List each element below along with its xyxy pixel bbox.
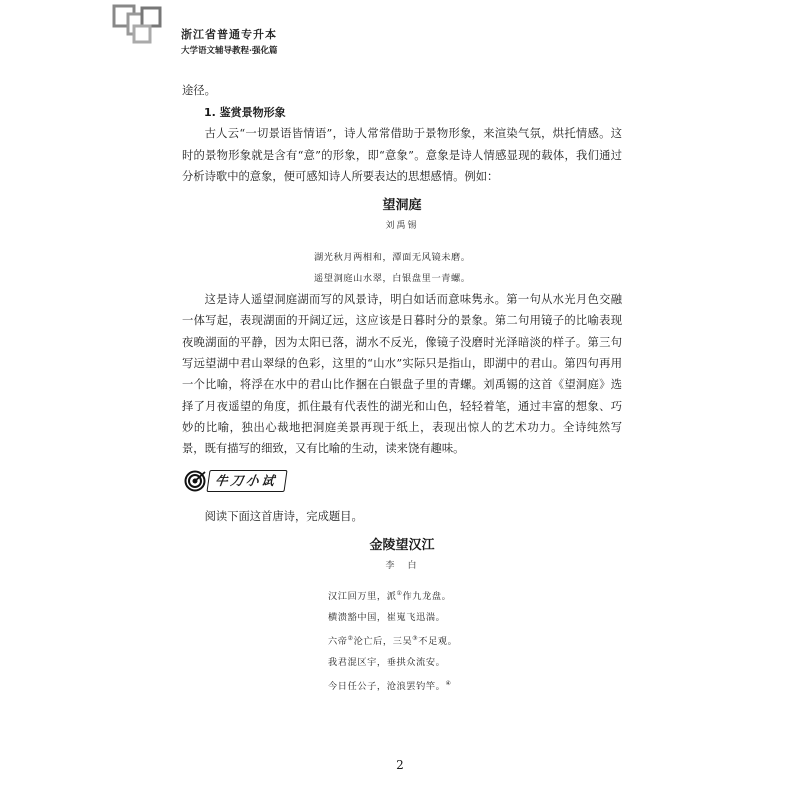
page-number: 2	[396, 758, 404, 772]
poem-line: 遥望洞庭山水翠，白银盘里一青螺。	[314, 273, 471, 285]
poem-line: 六帝②沦亡后，三吴③不足观。	[328, 634, 458, 647]
analysis-paragraph: 这是诗人遥望洞庭湖而写的风景诗，明白如话而意味隽永。第一句从水光月色交融一体写起，表现湖面的开阔辽远，这应该是日暮时分的景象。第二句用镜子的比喻表现夜晚湖面的平静，因为太阳已落，湖水不反光，像镜子没磨时光泽暗淡的样子。第三句写远望湖中君山翠绿的色彩，这里的“山水”实际只是指山，即湖中的君山。第四句再用一个比喻，将浮在水中的君山比作捆在白银盘子里的青螺。刘禹锡的这首《望洞庭》选择了月夜遥望的角度，抓住最有代表性的湖光和山色，轻轻着笔，通过丰富的想象、巧妙的比喻，独出心裁地把洞庭美景再现于纸上，表现出惊人的艺术功力。全诗纯然写景，既有描写的细致，又有比喻的生动，读来饶有趣味。	[182, 293, 622, 456]
poem-line: 汉江回万里，派①作九龙盘。	[328, 589, 452, 602]
footnote-marker: ③	[412, 634, 419, 642]
poem-line: 我君混区宇，垂拱众流安。	[328, 656, 446, 668]
publisher-logo-squares	[112, 4, 168, 48]
header-title: 浙江省普通专升本	[181, 28, 277, 41]
poem-line: 今日任公子，沧浪罢钓竿。④	[328, 679, 452, 693]
page-content	[182, 80, 622, 697]
poem-author: 李 白	[385, 560, 419, 571]
footnote-marker: ④	[445, 679, 452, 687]
exercise-badge-label: 牛刀小试	[206, 470, 287, 492]
footnote-marker: ①	[396, 589, 403, 597]
intro-fragment: 途径。	[182, 84, 216, 97]
poem-title: 金陵望汉江	[369, 537, 435, 553]
exercise-badge	[184, 470, 622, 492]
poem-line: 湖光秋月两相和，潭面无风镜未磨。	[314, 252, 471, 264]
poem-line: 横溃豁中国，崔嵬飞迅湍。	[328, 611, 446, 623]
footnote-marker: ②	[347, 634, 354, 642]
poem-author: 刘禹锡	[385, 221, 419, 232]
header-subtitle: 大学语文辅导教程·强化篇	[181, 46, 278, 56]
exercise-instruction: 阅读下面这首唐诗，完成题目。	[204, 509, 363, 523]
poem-title: 望洞庭	[382, 198, 422, 214]
target-icon	[184, 470, 206, 492]
section-heading: 1. 鉴赏景物形象	[204, 106, 286, 120]
section-paragraph: 古人云“一切景语皆情语”，诗人常常借助于景物形象，来渲染气氛，烘托情感。这时的景物形象就是含有“意”的形象，即“意象”。意象是诗人情感显现的载体，我们通过分析诗歌中的意象，便可感知诗人所要表达的思想感情。例如：	[182, 127, 622, 183]
